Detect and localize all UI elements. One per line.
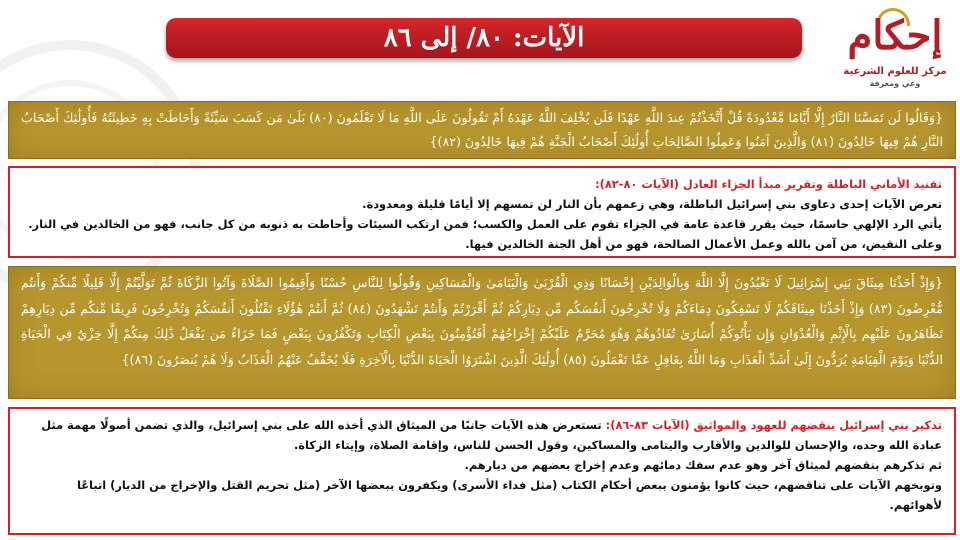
verses-83-86: {وَإِذْ أَخَذْنَا مِيثَاقَ بَنِي إِسْرَائِيلَ لَا تَعْبُدُونَ إِلَّا اللَّهَ وَبِالْوَالِدَيْنِ إِحْسَانًا وَذِي الْقُرْبَىٰ وَالْيَتَامَىٰ وَالْمَسَاكِينِ وَقُولُوا لِلنَّاسِ حُسْنًا وَأَقِيمُوا الصَّلَاةَ وَآتُوا الزَّكَاةَ ثُمَّ تَوَلَّيْتُمْ إِلَّا قَلِيلًا مِّنكُمْ وَأَنتُم مُّعْرِضُونَ (٨٣) وَإِذْ أَخَذْنَا مِيثَاقَكُمْ لَا تَسْفِكُونَ دِمَاءَكُمْ وَلَا تُخْرِجُونَ أَنفُسَكُم مِّن دِيَارِكُمْ ثُمَّ أَقْرَرْتُمْ وَأَنتُمْ تَشْهَدُونَ (٨٤) ثُمَّ أَنتُمْ هَٰؤُلَاءِ تَقْتُلُونَ أَنفُسَكُمْ وَتُخْرِجُونَ فَرِيقًا مِّنكُم مِّن دِيَارِهِمْ تَظَاهَرُونَ عَلَيْهِم بِالْإِثْمِ وَالْعُدْوَانِ وَإِن يَأْتُوكُمْ أُسَارَىٰ تُفَادُوهُمْ وَهُوَ مُحَرَّمٌ عَلَيْكُمْ إِخْرَاجُهُمْ أَفَتُؤْمِنُونَ بِبَعْضِ الْكِتَابِ وَتَكْفُرُونَ بِبَعْضٍ فَمَا جَزَاءُ مَن يَفْعَلُ ذَٰلِكَ مِنكُمْ إِلَّا خِزْيٌ فِي الْحَيَاةِ الدُّنْيَا وَيَوْمَ الْقِيَامَةِ يُرَدُّونَ إِلَىٰ أَشَدِّ الْعَذَابِ وَمَا اللَّهُ بِغَافِلٍ عَمَّا تَعْمَلُونَ (٨٥) أُولَٰئِكَ الَّذِينَ اشْتَرَوُا الْحَيَاةَ الدُّنْيَا بِالْآخِرَةِ فَلَا يُخَفَّفُ عَنْهُمُ الْعَذَابُ وَلَا هُمْ يُنصَرُونَ (٨٦)} — [8, 266, 956, 399]
explanation-heading: تفنيد الأماني الباطلة وتقرير مبدأ الجزاء العادل (الآيات ٨٠-٨٢): — [595, 177, 942, 191]
explanation-line: تعرض الآيات إحدى دعاوى بني إسرائيل الباطلة، وهي زعمهم بأن النار لن تمسهم إلا أيامًا قليلة ومعدودة. — [362, 197, 942, 211]
explanation-line: يأتي الرد الإلهي حاسمًا، حيث يقرر قاعدة عامة في الجزاء تقوم على العمل والكسب؛ فمن ارتكب السيئات وأحاطت به ذنوبه من كل جانب، فهو من الخالدين في النار. وعلى النقيض، من آمن بالله وعمل الأعمال الصالحة، فهو من أهل الجنة الخالدين فيها. — [28, 217, 942, 251]
logo-name: إحكام — [847, 12, 943, 59]
explanation-line: وتوبخهم الآيات على تناقضهم، حيث كانوا يؤمنون ببعض أحكام الكتاب (مثل فداء الأسرى) ويكفرون ببعضها الآخر (مثل تحريم القتل والإخراج من الديار) اتباعًا لأهوائهم. — [76, 478, 942, 512]
explanation-intro: تستعرض هذه الآيات جانبًا من الميثاق الذي أخذه الله على بني إسرائيل، والذي تضمن أصولًا مهمة مثل عبادة الله وحده، والإحسان للوالدين والأقارب واليتامى والمساكين، وقول الحسن للناس، وإقامة الصلاة، وإيتاء الزكاة. — [41, 418, 942, 452]
explanation-80-82 — [8, 166, 956, 258]
explanation-83-86 — [8, 407, 956, 535]
page-title: الآيات: ٨٠/ إلى ٨٦ — [166, 18, 802, 58]
logo-tagline: وعي ومعرفة — [869, 79, 921, 88]
explanation-paragraph — [22, 415, 942, 455]
verses-80-82: {وَقَالُوا لَن تَمَسَّنَا النَّارُ إِلَّا أَيَّامًا مَّعْدُودَةً قُلْ أَتَّخَذْتُمْ عِندَ اللَّهِ عَهْدًا فَلَن يُخْلِفَ اللَّهُ عَهْدَهُ أَمْ تَقُولُونَ عَلَى اللَّهِ مَا لَا تَعْلَمُونَ (٨٠) بَلَىٰ مَن كَسَبَ سَيِّئَةً وَأَحَاطَتْ بِهِ خَطِيئَتُهُ فَأُولَٰئِكَ أَصْحَابُ النَّارِ هُمْ فِيهَا خَالِدُونَ (٨١) وَالَّذِينَ آمَنُوا وَعَمِلُوا الصَّالِحَاتِ أُولَٰئِكَ أَصْحَابُ الْجَنَّةِ هُمْ فِيهَا خَالِدُونَ (٨٢)} — [8, 101, 956, 159]
explanation-heading: تذكير بني إسرائيل بنقضهم للعهود والمواثيق (الآيات ٨٣-٨٦): — [605, 418, 942, 432]
logo — [836, 8, 954, 98]
logo-subtitle: مركز للعلوم الشرعية — [843, 66, 947, 77]
explanation-line: ثم تذكرهم بنقضهم لميثاق آخر وهو عدم سفك دمائهم وعدم إخراج بعضهم من ديارهم. — [464, 458, 942, 472]
